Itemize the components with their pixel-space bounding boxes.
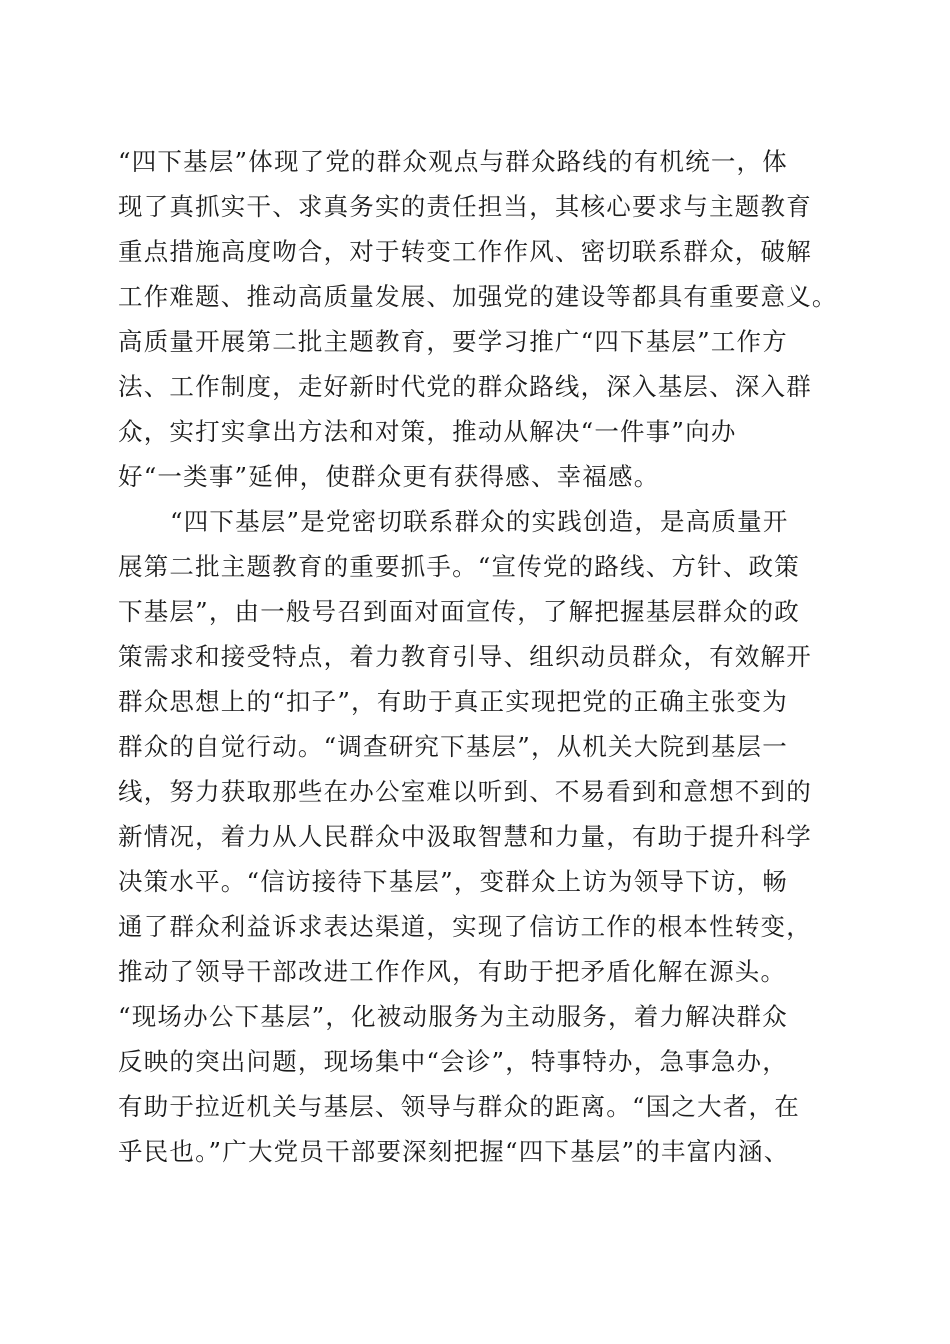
text-line: 推动了领导干部改进工作作风，有助于把矛盾化解在源头。	[118, 957, 787, 986]
text-line: 下基层”，由一般号召到面对面宣传，了解把握基层群众的政	[118, 597, 800, 626]
paragraph-1	[118, 139, 858, 499]
text-line: 法、工作制度，走好新时代党的群众路线，深入基层、深入群	[118, 372, 812, 401]
text-line: 群众思想上的“扣子”，有助于真正实现把党的正确主张变为	[118, 687, 788, 716]
text-line: 群众的自觉行动。“调查研究下基层”，从机关大院到基层一	[118, 732, 788, 761]
body-text	[118, 139, 858, 1174]
text-line: 好“一类事”延伸，使群众更有获得感、幸福感。	[118, 462, 660, 491]
text-line: 现了真抓实干、求真务实的责任担当，其核心要求与主题教育	[118, 192, 812, 221]
text-line: 工作难题、推动高质量发展、加强党的建设等都具有重要意义。	[118, 282, 838, 311]
text-line: 决策水平。“信访接待下基层”，变群众上访为领导下访，畅	[118, 867, 788, 896]
text-line: 策需求和接受特点，着力教育引导、组织动员群众，有效解开	[118, 642, 812, 671]
text-line: “四下基层”体现了党的群众观点与群众路线的有机统一，体	[118, 147, 788, 176]
text-line: 新情况，着力从人民群众中汲取智慧和力量，有助于提升科学	[118, 822, 812, 851]
text-line: 线，努力获取那些在办公室难以听到、不易看到和意想不到的	[118, 777, 812, 806]
text-line: 众，实打实拿出方法和对策，推动从解决“一件事”向办	[118, 417, 737, 446]
text-line: 反映的突出问题，现场集中“会诊”，特事特办，急事急办，	[118, 1047, 788, 1076]
text-line: “四下基层”是党密切联系群众的实践创造，是高质量开	[170, 507, 789, 536]
text-line: 展第二批主题教育的重要抓手。“宣传党的路线、方针、政策	[118, 552, 800, 581]
text-line: 乎民也。”广大党员干部要深刻把握“四下基层”的丰富内涵、	[118, 1137, 790, 1166]
text-line: 高质量开展第二批主题教育，要学习推广“四下基层”工作方	[118, 327, 788, 356]
text-line: 重点措施高度吻合，对于转变工作作风、密切联系群众，破解	[118, 237, 812, 266]
text-line: 通了群众利益诉求表达渠道，实现了信访工作的根本性转变，	[118, 912, 812, 941]
paragraph-2	[118, 499, 858, 1174]
text-line: “现场办公下基层”，化被动服务为主动服务，着力解决群众	[118, 1002, 788, 1031]
text-line: 有助于拉近机关与基层、领导与群众的距离。“国之大者，在	[118, 1092, 800, 1121]
